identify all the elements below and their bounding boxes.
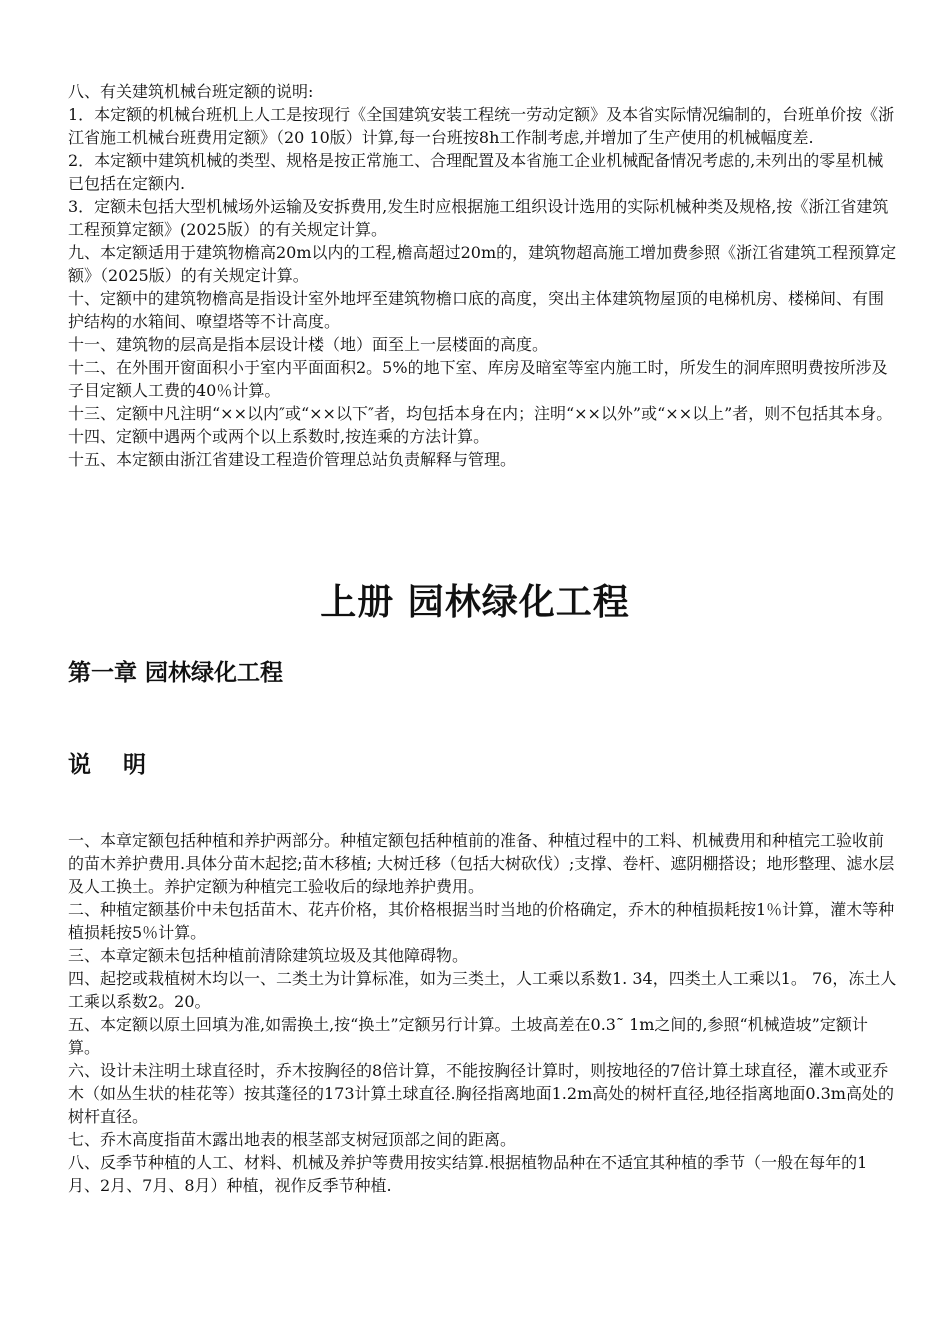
notes-section-continued [68,80,898,471]
paragraph: 十一、建筑物的层高是指本层设计楼（地）面至上一层楼面的高度。 [68,335,549,354]
paragraph: 十、定额中的建筑物檐高是指设计室外地坪至建筑物檐口底的高度，突出主体建筑物屋顶的电梯机房、楼梯间、有围护结构的水箱间、嘹望塔等不计高度。 [68,289,885,331]
paragraph: 1．本定额的机械台班机上人工是按现行《全国建筑安装工程统一劳动定额》及本省实际情况编制的，台班单价按《浙江省施工机械台班费用定额》（20 10版）计算,每一台班按8h工作制考虑,并增加了生产使用的机械幅度差. [68,105,895,147]
section-heading: 说 明 [68,752,159,778]
paragraph: 三、本章定额未包括种植前清除建筑垃圾及其他障碍物。 [68,946,469,965]
book-title: 上册 园林绿化工程 [320,582,630,623]
paragraph: 八、有关建筑机械台班定额的说明: [68,82,314,101]
paragraph: 七、乔木高度指苗木露出地表的根茎部支树冠顶部之间的距离。 [68,1130,517,1149]
paragraph: 五、本定额以原土回填为准,如需换土,按“换土”定额另行计算。土坡高差在0.3˜ 1m之间的,参照“机械造坡”定额计算。 [68,1015,868,1057]
paragraph: 十四、定额中遇两个或两个以上系数时,按连乘的方法计算。 [68,427,490,446]
paragraph: 四、起挖或栽植树木均以一、二类土为计算标准，如为三类土，人工乘以系数1. 34，四类土人工乘以1。 76，冻土人工乘以系数2。20。 [68,969,897,1011]
paragraph: 十三、定额中凡注明“××以内″或“××以下″者，均包括本身在内；注明“××以外”或“××以上”者，则不包括其本身。 [68,404,893,423]
paragraph: 3．定额未包括大型机械场外运输及安拆费用,发生时应根据施工组织设计选用的实际机械种类及规格,按《浙江省建筑工程预算定额》(2025版）的有关规定计算。 [68,197,889,239]
paragraph: 十二、在外围开窗面积小于室内平面面积2。5%的地下室、库房及暗室等室内施工时，所发生的洞库照明费按所涉及子目定额人工费的40％计算。 [68,358,888,400]
chapter-title: 第一章 园林绿化工程 [68,660,284,686]
paragraph: 六、设计未注明土球直径时，乔木按胸径的8倍计算，不能按胸径计算时，则按地径的7倍计算土球直径，灌木或亚乔木（如丛生状的桂花等）按其蓬径的173计算土球直径.胸径指离地面1.2m高处的树杆直径,地径指离地面0.3m高处的树杆直径。 [68,1061,894,1126]
chapter-notes-section [68,829,898,1197]
paragraph: 2．本定额中建筑机械的类型、规格是按正常施工、合理配置及本省施工企业机械配备情况考虑的,未列出的零星机械已包括在定额内. [68,151,884,193]
paragraph: 十五、本定额由浙江省建设工程造价管理总站负责解释与管理。 [68,450,517,469]
paragraph: 二、种植定额基价中未包括苗木、花卉价格，其价格根据当时当地的价格确定，乔木的种植损耗按1％计算，灌木等种植损耗按5％计算。 [68,900,895,942]
paragraph: 九、本定额适用于建筑物檐高20m以内的工程,檐高超过20m的，建筑物超高施工增加费参照《浙江省建筑工程预算定额》（2025版）的有关规定计算。 [68,243,897,285]
paragraph: 八、反季节种植的人工、材料、机械及养护等费用按实结算.根据植物品种在不适宜其种植的季节（一般在每年的1月、2月、7月、8月）种植，视作反季节种植. [68,1153,868,1195]
paragraph: 一、本章定额包括种植和养护两部分。种植定额包括种植前的准备、种植过程中的工料、机械费用和种植完工验收前的苗木养护费用.具体分苗木起挖;苗木移植; 大树迁移（包括大树砍伐）;支撑、卷杆、遮阴棚搭设；地形整理、滤水层及人工换土。养护定额为种植完工验收后的绿地养护费用。 [68,831,895,896]
